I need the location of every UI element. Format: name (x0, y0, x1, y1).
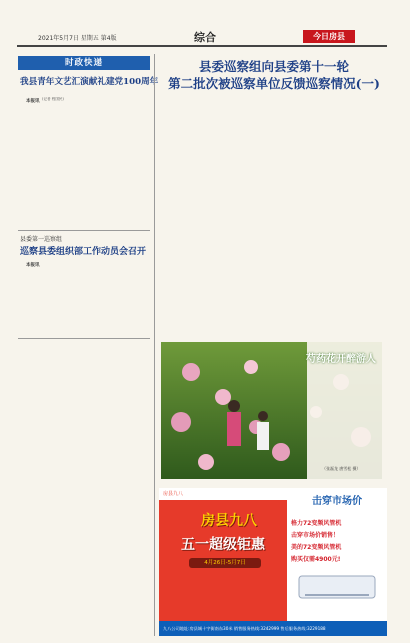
ad-subheadline: 五一超级钜惠 (181, 537, 265, 553)
ad-contact-bar: 九八公司地址:房县城十字街南东30米 销售服务热线:3242999 售后服务热线:3229188 (159, 621, 387, 636)
column-divider-2 (18, 338, 150, 339)
byline-2: 本报讯 (26, 263, 40, 268)
header-divider (17, 45, 387, 47)
ad-offer-title: 击穿市场价 (312, 496, 362, 507)
photo-caption-title: 芍药花开醉游人 (306, 354, 376, 365)
inspection-body-col3 (312, 103, 384, 336)
article-1-lead: (记者 程国民) (42, 97, 64, 101)
headline-youth-arts: 我县青年文艺汇演献礼建党100周年 (20, 77, 159, 87)
subhead-inspection: 县委第一巡察组 (20, 236, 63, 243)
inspection-body-col1 (161, 103, 231, 336)
photo-credit: （张磊龙 唐雪松 摄） (322, 466, 361, 471)
inspection-headline (158, 58, 390, 92)
advertisement[interactable] (159, 488, 387, 636)
column-divider (18, 230, 150, 231)
article-2-body (20, 268, 150, 330)
headline-inspection-meeting: 巡察县委组织部工作动员会召开 (20, 247, 147, 257)
ad-offer-line1: 格力72变频风管机 (291, 520, 342, 527)
ad-offer-panel (287, 488, 387, 621)
issue-date: 2021年5月7日 星期五 第4版 (38, 35, 117, 42)
ad-date-range: 4月26日-5月7日 (189, 558, 261, 568)
inspection-body-col2 (236, 103, 306, 336)
vertical-divider (154, 54, 155, 636)
photo-caption-body (310, 368, 380, 463)
ad-offer-line4: 购买仅需4900元! (291, 556, 341, 563)
inspection-title-line1: 县委巡察组向县委第十一轮 (198, 59, 349, 74)
air-conditioner-icon (287, 568, 387, 618)
ad-offer-line2: 击穿市场价销售！ (291, 532, 340, 539)
article-1-body (20, 104, 150, 231)
byline-1: 本报讯 (26, 99, 40, 104)
ad-headline: 房县九八 (201, 513, 257, 529)
ad-promo-panel (159, 488, 287, 621)
ad-offer-line3: 美的72变频风管机 (291, 544, 342, 551)
column-label: 时政快递 (18, 56, 150, 70)
inspection-title-line2: 第二批次被巡察单位反馈巡察情况(一) (168, 76, 380, 91)
page-header (0, 0, 410, 50)
section-title: 综合 (194, 31, 216, 44)
masthead-logo: 今日房县 (303, 30, 355, 43)
ad-brand: 房县九八 (159, 488, 287, 500)
article-3-body (20, 342, 150, 636)
